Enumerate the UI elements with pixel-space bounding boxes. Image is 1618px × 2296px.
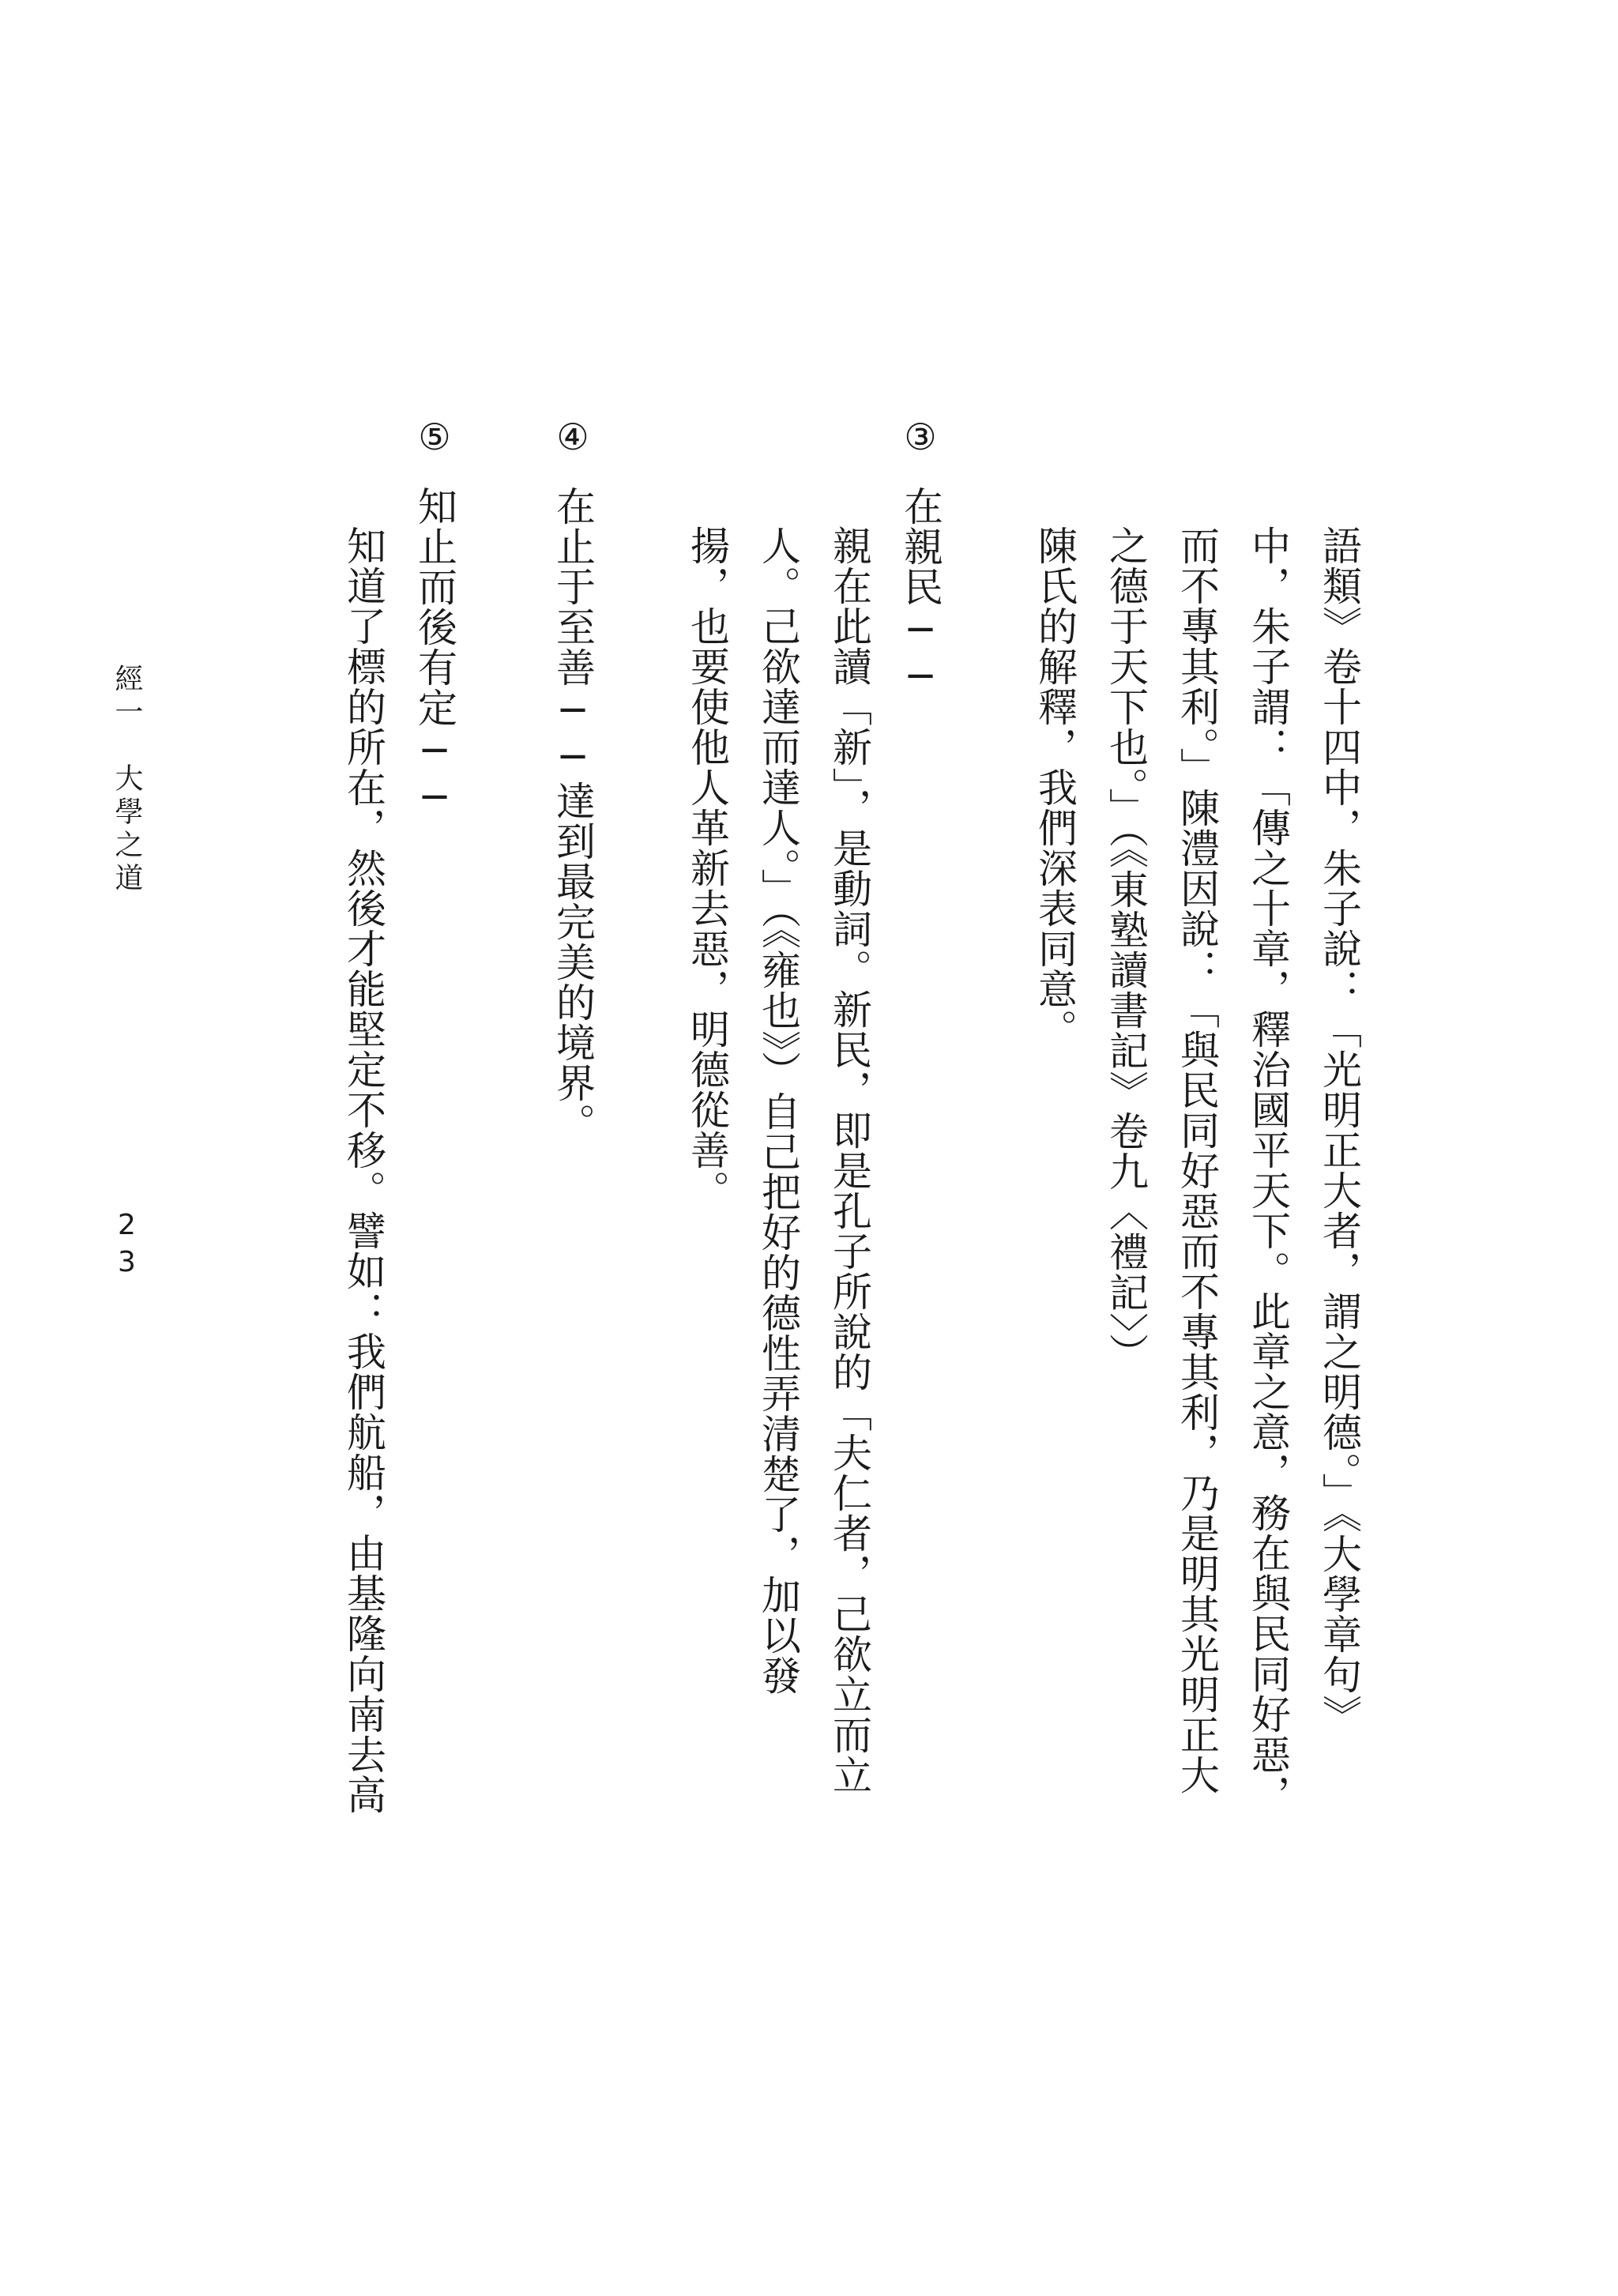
note-marker: ⑤ — [418, 416, 451, 458]
text-line: 親在此讀「新」，是動詞。新民，即是孔子所說的「夫仁者，己欲立而立 — [826, 525, 872, 1795]
text-line: 揚，也要使他人革新去惡，明德從善。 — [684, 525, 730, 1210]
text-line: 人。己欲達而達人。」（《雍也》）自己把好的德性弄清楚了，加以發 — [755, 525, 801, 1696]
note-marker: ④ — [556, 416, 589, 458]
text-line: 陳氏的解釋，我們深表同意。 — [1032, 525, 1078, 1049]
text-line: 中，朱子謂：「傳之十章，釋治國平天下。此章之意，務在與民同好惡， — [1245, 525, 1291, 1815]
note-marker: ③ — [904, 416, 937, 458]
note-heading: 在親民── — [897, 486, 943, 700]
running-head: 經一 大學之道 — [111, 664, 143, 896]
text-line: 之德于天下也。」（《東塾讀書記》卷九〈禮記〉） — [1103, 525, 1149, 1373]
note-text: 在止于至善──達到最完美的境界。 — [550, 486, 596, 1143]
text-line: 知道了標的所在，然後才能堅定不移。譬如：我們航船，由基隆向南去高 — [341, 525, 386, 1815]
text-line: 語類》卷十四中，朱子說：「光明正大者，謂之明德。」《大學章句》 — [1316, 525, 1362, 1735]
page-number: 23 — [111, 1209, 143, 1283]
text-line: 而不專其利。」陳澧因說：「與民同好惡而不專其利，乃是明其光明正大 — [1174, 525, 1220, 1795]
note-heading: 知止而後有定── — [412, 486, 457, 821]
